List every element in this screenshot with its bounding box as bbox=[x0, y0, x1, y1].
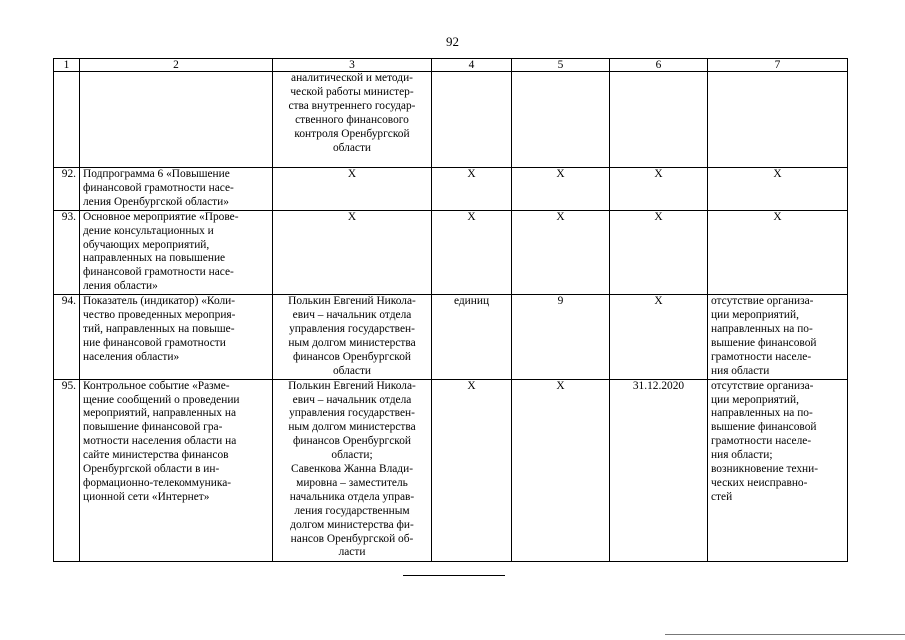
indicator-name-line: щение сообщений о проведении bbox=[83, 393, 240, 406]
responsible-person-line: ным долгом министерства bbox=[288, 421, 416, 434]
risk-note bbox=[708, 210, 848, 294]
unit-cell: единиц bbox=[432, 295, 512, 379]
unit-cell: Х bbox=[432, 168, 512, 211]
responsible-person-line: ным долгом министерства bbox=[288, 336, 416, 349]
responsible-person-line: финансов Оренбургской bbox=[293, 350, 411, 363]
indicator-name bbox=[80, 210, 273, 294]
risk-note bbox=[708, 379, 848, 561]
indicator-name-line: финансовой грамотности насе- bbox=[83, 266, 234, 279]
indicator-name-line: Показатель (индикатор) «Коли- bbox=[83, 295, 236, 308]
risk-note-line: отсутствие организа- bbox=[711, 295, 814, 308]
indicator-name-line: ционной сети «Интернет» bbox=[83, 490, 210, 503]
column-header: 6 bbox=[610, 59, 708, 72]
risk-note bbox=[708, 168, 848, 211]
indicator-name-line: мероприятий, направленных на bbox=[83, 407, 237, 420]
responsible-person-line: управления государствен- bbox=[289, 322, 415, 335]
indicator-name-line: Основное мероприятие «Прове- bbox=[83, 210, 239, 223]
risk-note-line: ческих неисправно- bbox=[711, 476, 808, 489]
scan-edge-line bbox=[665, 634, 905, 635]
risk-note-line: ции мероприятий, bbox=[711, 393, 799, 406]
responsible-person bbox=[273, 72, 432, 168]
risk-note-line: Х bbox=[773, 210, 782, 223]
row-number: 95. bbox=[54, 379, 80, 561]
risk-note-line: возникновение техни- bbox=[711, 463, 819, 476]
column-6-cell: Х bbox=[610, 210, 708, 294]
indicator-name-line: населения области» bbox=[83, 350, 180, 363]
unit-cell: Х bbox=[432, 210, 512, 294]
responsible-person-line: Х bbox=[347, 168, 357, 180]
table-header-row bbox=[54, 59, 848, 72]
table-row bbox=[54, 72, 848, 168]
risk-note-line: ния области bbox=[711, 364, 770, 377]
responsible-person bbox=[273, 295, 432, 379]
responsible-person-line: финансов Оренбургской bbox=[293, 435, 411, 448]
responsible-person-line: Савенкова Жанна Влади- bbox=[291, 463, 413, 476]
indicator-name-line: чество проведенных мероприя- bbox=[83, 309, 236, 322]
risk-note-line: ции мероприятий, bbox=[711, 309, 799, 322]
column-header: 5 bbox=[512, 59, 610, 72]
indicator-name-line: обучающих мероприятий, bbox=[83, 238, 210, 251]
column-header: 7 bbox=[708, 59, 848, 72]
responsible-person bbox=[273, 210, 432, 294]
responsible-person-line: ческой работы министер- bbox=[290, 85, 414, 98]
indicator-name-line: Контрольное событие «Разме- bbox=[83, 379, 230, 392]
responsible-person bbox=[273, 168, 432, 211]
table-row bbox=[54, 379, 848, 561]
column-5-cell: Х bbox=[512, 168, 610, 211]
row-number bbox=[54, 72, 80, 168]
column-6-cell: 31.12.2020 bbox=[610, 379, 708, 561]
column-header: 1 bbox=[54, 59, 80, 72]
table-row bbox=[54, 210, 848, 294]
indicator-name-line: финансовой грамотности насе- bbox=[83, 181, 234, 194]
responsible-person-line: области bbox=[332, 364, 372, 377]
risk-note-line: вышение финансовой bbox=[711, 421, 817, 434]
column-5-cell: Х bbox=[512, 210, 610, 294]
table-row bbox=[54, 295, 848, 379]
indicator-name bbox=[80, 72, 273, 168]
column-5-cell: 9 bbox=[512, 295, 610, 379]
risk-note-line: Х bbox=[773, 168, 782, 180]
indicator-name-line: дение консультационных и bbox=[83, 224, 214, 237]
column-6-cell: Х bbox=[610, 168, 708, 211]
indicator-name-line: ние финансовой грамотности bbox=[83, 336, 226, 349]
column-6-cell: Х bbox=[610, 295, 708, 379]
row-number: 94. bbox=[54, 295, 80, 379]
column-5-cell: Х bbox=[512, 379, 610, 561]
responsible-person-line: ства внутреннего государ- bbox=[288, 99, 416, 112]
indicator-name-line: ления Оренбургской области» bbox=[83, 195, 229, 208]
risk-note-line: отсутствие организа- bbox=[711, 379, 814, 392]
responsible-person-line: Полькин Евгений Никола- bbox=[288, 379, 416, 392]
risk-note-line: грамотности населе- bbox=[711, 435, 812, 448]
indicator-name-line: Подпрограмма 6 «Повышение bbox=[83, 168, 230, 180]
column-header: 3 bbox=[273, 59, 432, 72]
responsible-person-line: долгом министерства фи- bbox=[290, 518, 414, 531]
column-header: 4 bbox=[432, 59, 512, 72]
unit-cell bbox=[432, 72, 512, 168]
responsible-person-line: контроля Оренбургской bbox=[294, 127, 410, 140]
risk-note-line: грамотности населе- bbox=[711, 350, 812, 363]
column-6-cell bbox=[610, 72, 708, 168]
risk-note-line: направленных на по- bbox=[711, 322, 813, 335]
responsible-person-line: аналитической и методи- bbox=[291, 72, 413, 84]
indicator-name-line: направленных на повышение bbox=[83, 252, 226, 265]
indicator-name bbox=[80, 295, 273, 379]
responsible-person-line: Х bbox=[347, 210, 357, 223]
indicator-name-line: сайте министерства финансов bbox=[83, 449, 229, 462]
page-number: 92 bbox=[446, 34, 459, 49]
responsible-person-line: евич – начальник отдела bbox=[292, 393, 412, 406]
responsible-person-line: ления государственным bbox=[294, 504, 410, 517]
responsible-person-line: мировна – заместитель bbox=[296, 476, 408, 489]
footer-separator-line bbox=[403, 575, 505, 576]
indicator-name-line: формационно-телекоммуника- bbox=[83, 476, 232, 489]
indicator-name bbox=[80, 379, 273, 561]
indicator-name-line: мотности населения области на bbox=[83, 435, 237, 448]
risk-note-line: вышение финансовой bbox=[711, 336, 817, 349]
responsible-person-line: области; bbox=[331, 449, 373, 462]
indicator-name-line: Оренбургской области в ин- bbox=[83, 463, 220, 476]
responsible-person-line: области bbox=[332, 141, 372, 154]
table-row bbox=[54, 168, 848, 211]
responsible-person-line: ственного финансового bbox=[295, 113, 409, 126]
responsible-person-line: начальника отдела управ- bbox=[289, 490, 415, 503]
unit-cell: Х bbox=[432, 379, 512, 561]
responsible-person-line: ласти bbox=[338, 546, 366, 559]
risk-note bbox=[708, 72, 848, 168]
row-number: 93. bbox=[54, 210, 80, 294]
responsible-person bbox=[273, 379, 432, 561]
risk-note-line: ния области; bbox=[711, 449, 773, 462]
indicator-name-line: повышение финансовой гра- bbox=[83, 421, 223, 434]
risk-note-line: направленных на по- bbox=[711, 407, 813, 420]
responsible-person-line: Полькин Евгений Никола- bbox=[288, 295, 416, 308]
data-table bbox=[53, 58, 848, 562]
indicator-name-line: ления области» bbox=[83, 280, 158, 293]
column-header: 2 bbox=[80, 59, 273, 72]
column-5-cell bbox=[512, 72, 610, 168]
row-number: 92. bbox=[54, 168, 80, 211]
indicator-name-line: тий, направленных на повыше- bbox=[83, 322, 235, 335]
responsible-person-line: управления государствен- bbox=[289, 407, 415, 420]
responsible-person-line: нансов Оренбургской об- bbox=[290, 532, 414, 545]
risk-note-line: стей bbox=[711, 490, 733, 503]
risk-note bbox=[708, 295, 848, 379]
responsible-person-line: евич – начальник отдела bbox=[292, 309, 412, 322]
indicator-name bbox=[80, 168, 273, 211]
